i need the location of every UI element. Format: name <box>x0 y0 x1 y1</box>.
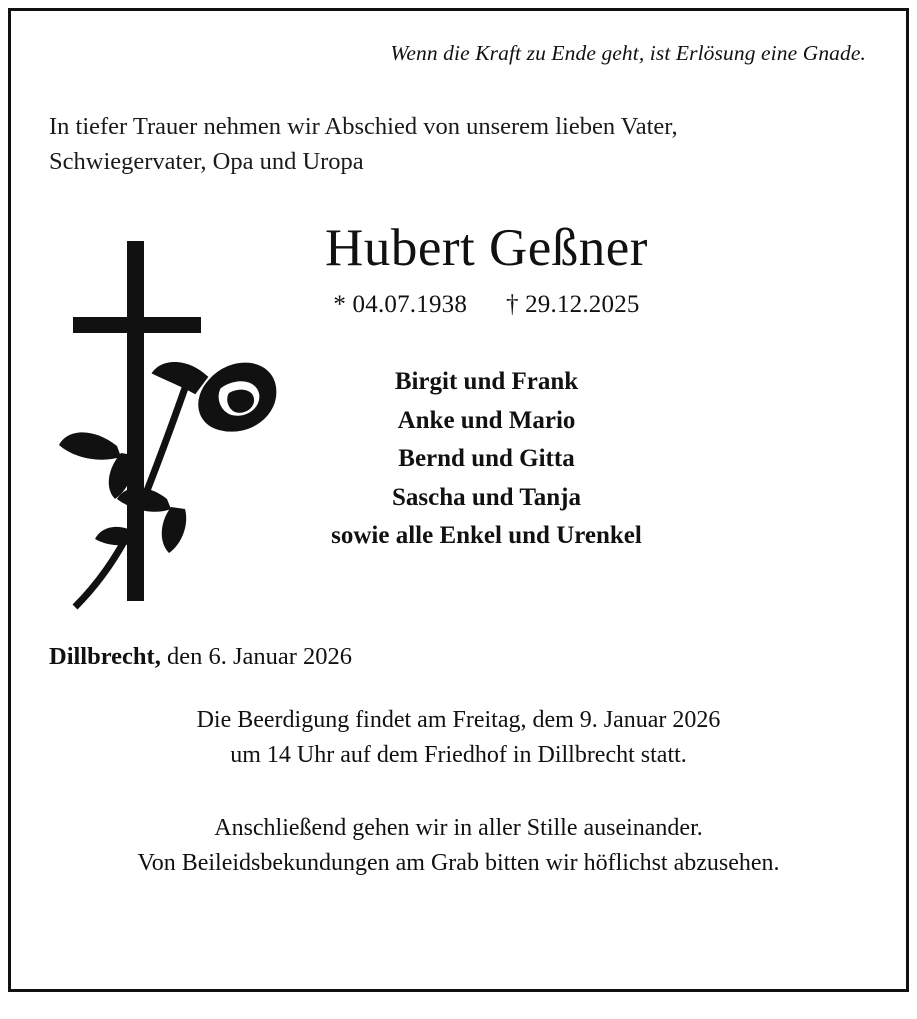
list-item: Sascha und Tanja <box>391 483 581 511</box>
funeral-line-1: Die Beerdigung findet am Freitag, dem 9. Januar 2026 <box>196 707 721 734</box>
death-date: † 29.12.2025 <box>505 291 640 318</box>
birth-date: * 04.07.1938 <box>333 291 468 318</box>
funeral-line-2: um 14 Uhr auf dem Friedhof in Dillbrecht statt. <box>230 742 687 769</box>
list-item: Bernd und Gitta <box>398 445 575 472</box>
list-item: sowie alle Enkel und Urenkel <box>331 522 642 549</box>
intro-line-2: Schwiegervater, Opa und Uropa <box>49 147 364 175</box>
closing-line-1: Anschließend gehen wir in aller Stille auseinander. <box>214 814 703 841</box>
list-item: Anke und Mario <box>397 406 576 434</box>
cross-with-rose-icon <box>59 231 289 631</box>
closing-line-2: Von Beileidsbekundungen am Grab bitten wir höflichst abzusehen. <box>137 849 780 876</box>
notice-inner <box>11 41 906 1019</box>
obituary-notice <box>8 8 909 992</box>
intro-text <box>49 110 868 180</box>
place-name: Dillbrecht, <box>49 643 161 671</box>
center-block <box>49 221 868 601</box>
list-item: Birgit und Frank <box>394 368 579 395</box>
epitaph-text: Wenn die Kraft zu Ende geht, ist Erlösung eine Gnade. <box>390 41 866 65</box>
funeral-details <box>49 703 868 773</box>
deceased-name: Hubert Geßner <box>325 219 648 278</box>
place-and-date <box>49 643 868 671</box>
intro-line-1: In tiefer Trauer nehmen wir Abschied von unserem lieben Vater, <box>49 112 678 140</box>
notice-date: den 6. Januar 2026 <box>160 643 353 671</box>
closing-note <box>49 811 868 881</box>
